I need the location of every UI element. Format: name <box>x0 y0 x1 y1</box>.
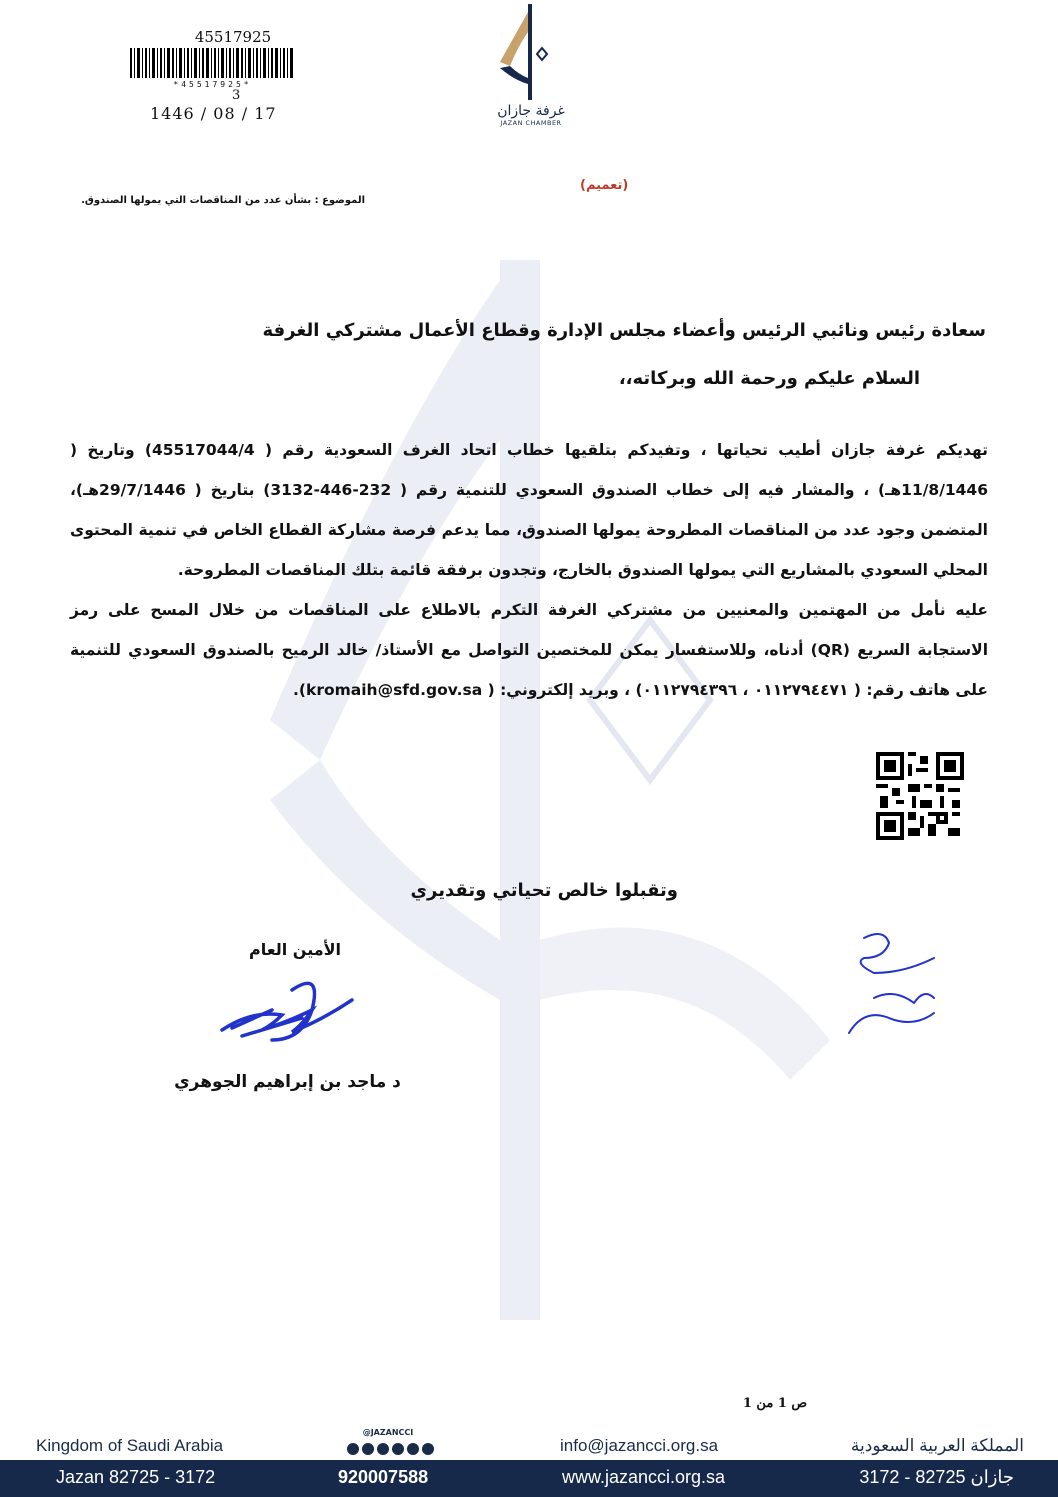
letter-body <box>70 430 988 710</box>
addressee: سعادة رئيس ونائبي الرئيس وأعضاء مجلس الإدارة وقطاع الأعمال مشتركي الغرفة <box>262 320 986 341</box>
footer-country-en: Kingdom of Saudi Arabia <box>36 1436 224 1455</box>
body-paragraph-1: تهديكم غرفة جازان أطيب تحياتها ، وتفيدكم بتلقيها خطاب اتحاد الغرف السعودية رقم ( 45517044/4) وتاريخ ( 11/8/1446هـ) ، والمشار فيه إلى خطاب الصندوق السعودي للتنمية رقم ( 232-446-3132) بتاريخ ( 29/7/1446هـ)، المتضمن وجود عدد من المناقصات المطروحة يمولها الصندوق، مما يدعم فرصة مشاركة القطاع الخاص في تنمية المحتوى المحلي السعودي بالمشاريع التي يمولها الصندوق بالخارج، وتجدون برفقة قائمة بتلك المناقصات المطروحة. <box>70 441 988 579</box>
logo-mark-icon <box>486 2 576 100</box>
logo-text-en: JAZAN CHAMBER <box>500 119 562 127</box>
qr-code[interactable] <box>876 752 964 840</box>
linkedin-icon <box>422 1443 434 1455</box>
footer-address-en: Jazan 82725 - 3172 <box>56 1467 216 1487</box>
footer-phone[interactable]: 920007588 <box>338 1467 429 1487</box>
copy-number: 3 <box>232 88 241 103</box>
footer-country-ar: المملكة العربية السعودية <box>850 1436 1024 1455</box>
jazan-chamber-logo <box>486 2 576 132</box>
youtube-icon <box>407 1443 419 1455</box>
instagram-icon <box>392 1443 404 1455</box>
greeting: السلام عليكم ورحمة الله وبركاته،، <box>618 368 920 389</box>
footer-website[interactable]: www.jazancci.org.sa <box>562 1467 726 1487</box>
signature-initials <box>834 928 954 1048</box>
footer-email[interactable]: info@jazancci.org.sa <box>560 1436 719 1455</box>
x-icon <box>347 1443 359 1455</box>
footer-address-ar: جازان 82725 - 3172 <box>859 1467 1014 1487</box>
social-icons <box>346 1442 438 1456</box>
signature-secretary-general <box>212 970 372 1070</box>
body-paragraph-2: عليه نأمل من المهتمين والمعنيين من مشتركي الغرفة التكرم بالاطلاع على المناقصات من خلال المسح على رمز الاستجابة السريع (QR) أدناه، وللاستفسار يمكن للمختصين التواصل مع الأستاذ/ خالد الرميح بالصندوق السعودي للتنمية على هاتف رقم: ( ٠١١٢٧٩٤٤٧١ ، ٠١١٢٧٩٤٣٩٦) ، وبريد إلكتروني: ( kromaih@sfd.gov.sa). <box>70 601 989 699</box>
barcode-number: 45517925 <box>194 28 272 46</box>
barcode-caption: *45517925* <box>173 80 252 89</box>
page-number: ص 1 من 1 <box>742 1396 808 1411</box>
closing-line: وتقبلوا خالص تحياتي وتقديري <box>410 880 678 901</box>
logo-text-ar: غرفة جازان <box>497 103 565 119</box>
footer-social-handle[interactable]: @JAZANCCI <box>362 1428 414 1437</box>
barcode <box>130 48 295 78</box>
letter-date: 1446 / 08 / 17 <box>150 104 277 123</box>
watermark-logo <box>210 240 850 1320</box>
circular-label: (تعميم) <box>580 178 629 193</box>
signatory-name: د ماجد بن إبراهيم الجوهري <box>174 1072 401 1092</box>
subject-line: الموضوع : بشأن عدد من المناقصات التي يمولها الصندوق. <box>81 195 365 206</box>
snapchat-icon <box>362 1443 374 1455</box>
signatory-title: الأمين العام <box>248 940 342 959</box>
facebook-icon <box>377 1443 389 1455</box>
